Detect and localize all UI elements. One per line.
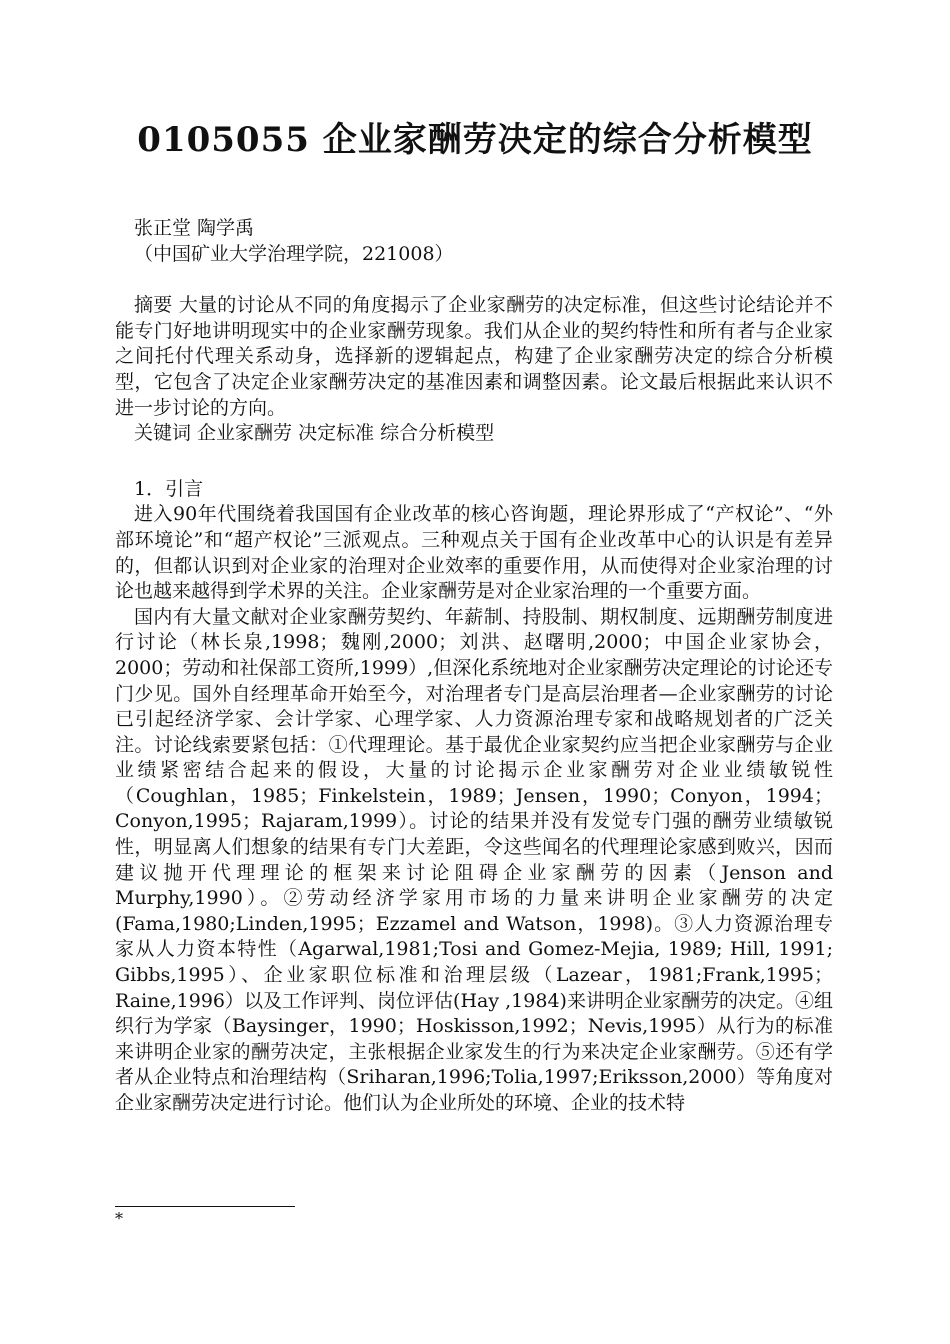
author-names: 张正堂 陶学禹 (134, 217, 255, 239)
paper-title: 0105055 企业家酬劳决定的综合分析模型 (137, 120, 813, 160)
body-paragraph-1: 进入90年代围绕着我国国有企业改革的核心咨询题，理论界形成了“产权论”、“外部环境论”和“超产权论”三派观点。三种观点关于国有企业改革中心的认识是有差异的，但都认识到对企业家的治理对企业效率的重要作用，从而使得对企业家治理的讨论也越来越得到学术界的关注。企业家酬劳是对企业家治理的一个重要方面。 (115, 503, 833, 603)
section-heading-introduction: 1．引言 (134, 477, 204, 500)
body-paragraph-2: 国内有大量文献对企业家酬劳契约、年薪制、持股制、期权制度、远期酬劳制度进行讨论（林长泉,1998；魏刚,2000；刘洪、赵曙明,2000；中国企业家协会，2000；劳动和社保部工资所,1999）,但深化系统地对企业家酬劳决定理论的讨论还专门少见。国外自经理革命开始至今，对治理者专门是高层治理者—企业家酬劳的讨论已引起经济学家、会计学家、心理学家、人力资源治理专家和战略规划者的广泛关注。讨论线索要紧包括：①代理理论。基于最优企业家契约应当把企业家酬劳与企业业绩紧密结合起来的假设，大量的讨论揭示企业家酬劳对企业业绩敏锐性（Coughlan，1985；Finkelstein，1989；Jensen，1990；Conyon，1994；Conyon,1995；Rajaram,1999）。讨论的结果并没有发觉专门强的酬劳业绩敏锐性，明显离人们想象的结果有专门大差距，令这些闻名的代理理论家感到败兴，因而建议抛开代理理论的框架来讨论阻碍企业家酬劳的因素（Jenson and Murphy,1990）。②劳动经济学家用市场的力量来讲明企业家酬劳的决定(Fama,1980;Linden,1995；Ezzamel and Watson，1998)。③人力资源治理专家从人力资本特性（Agarwal,1981;Tosi and Gomez-Mejia, 1989; Hill, 1991; Gibbs,1995）、企业家职位标准和治理层级（Lazear，1981;Frank,1995；Raine,1996）以及工作评判、岗位评估(Hay ,1984)来讲明企业家酬劳的决定。④组织行为学家（Baysinger，1990；Hoskisson,1992；Nevis,1995）从行为的标准来讲明企业家的酬劳决定，主张根据企业家发生的行为来决定企业家酬劳。⑤还有学者从企业特点和治理结构（Sriharan,1996;Tolia,1997;Eriksson,2000）等角度对企业家酬劳决定进行讨论。他们认为企业所处的环境、企业的技术特 (115, 605, 833, 1114)
author-affiliation: （中国矿业大学治理学院，221008） (134, 242, 454, 265)
footnote-divider (115, 1206, 295, 1207)
spacer (115, 267, 833, 293)
keywords-line: 关键词 企业家酬劳 决定标准 综合分析模型 (134, 422, 495, 445)
abstract-paragraph: 摘要 大量的讨论从不同的角度揭示了企业家酬劳的决定标准，但这些讨论结论并不能专门好地讲明现实中的企业家酬劳现象。我们从企业的契约特性和所有者与企业家之间托付代理关系动身，选择新的逻辑起点，构建了企业家酬劳决定的综合分析模型，它包含了决定企业家酬劳决定的基准因素和调整因素。论文最后根据此来认识不进一步讨论的方向。 (115, 294, 833, 419)
spacer (115, 447, 833, 477)
footnote-marker: * (115, 1209, 123, 1228)
paper-body (115, 216, 833, 1117)
